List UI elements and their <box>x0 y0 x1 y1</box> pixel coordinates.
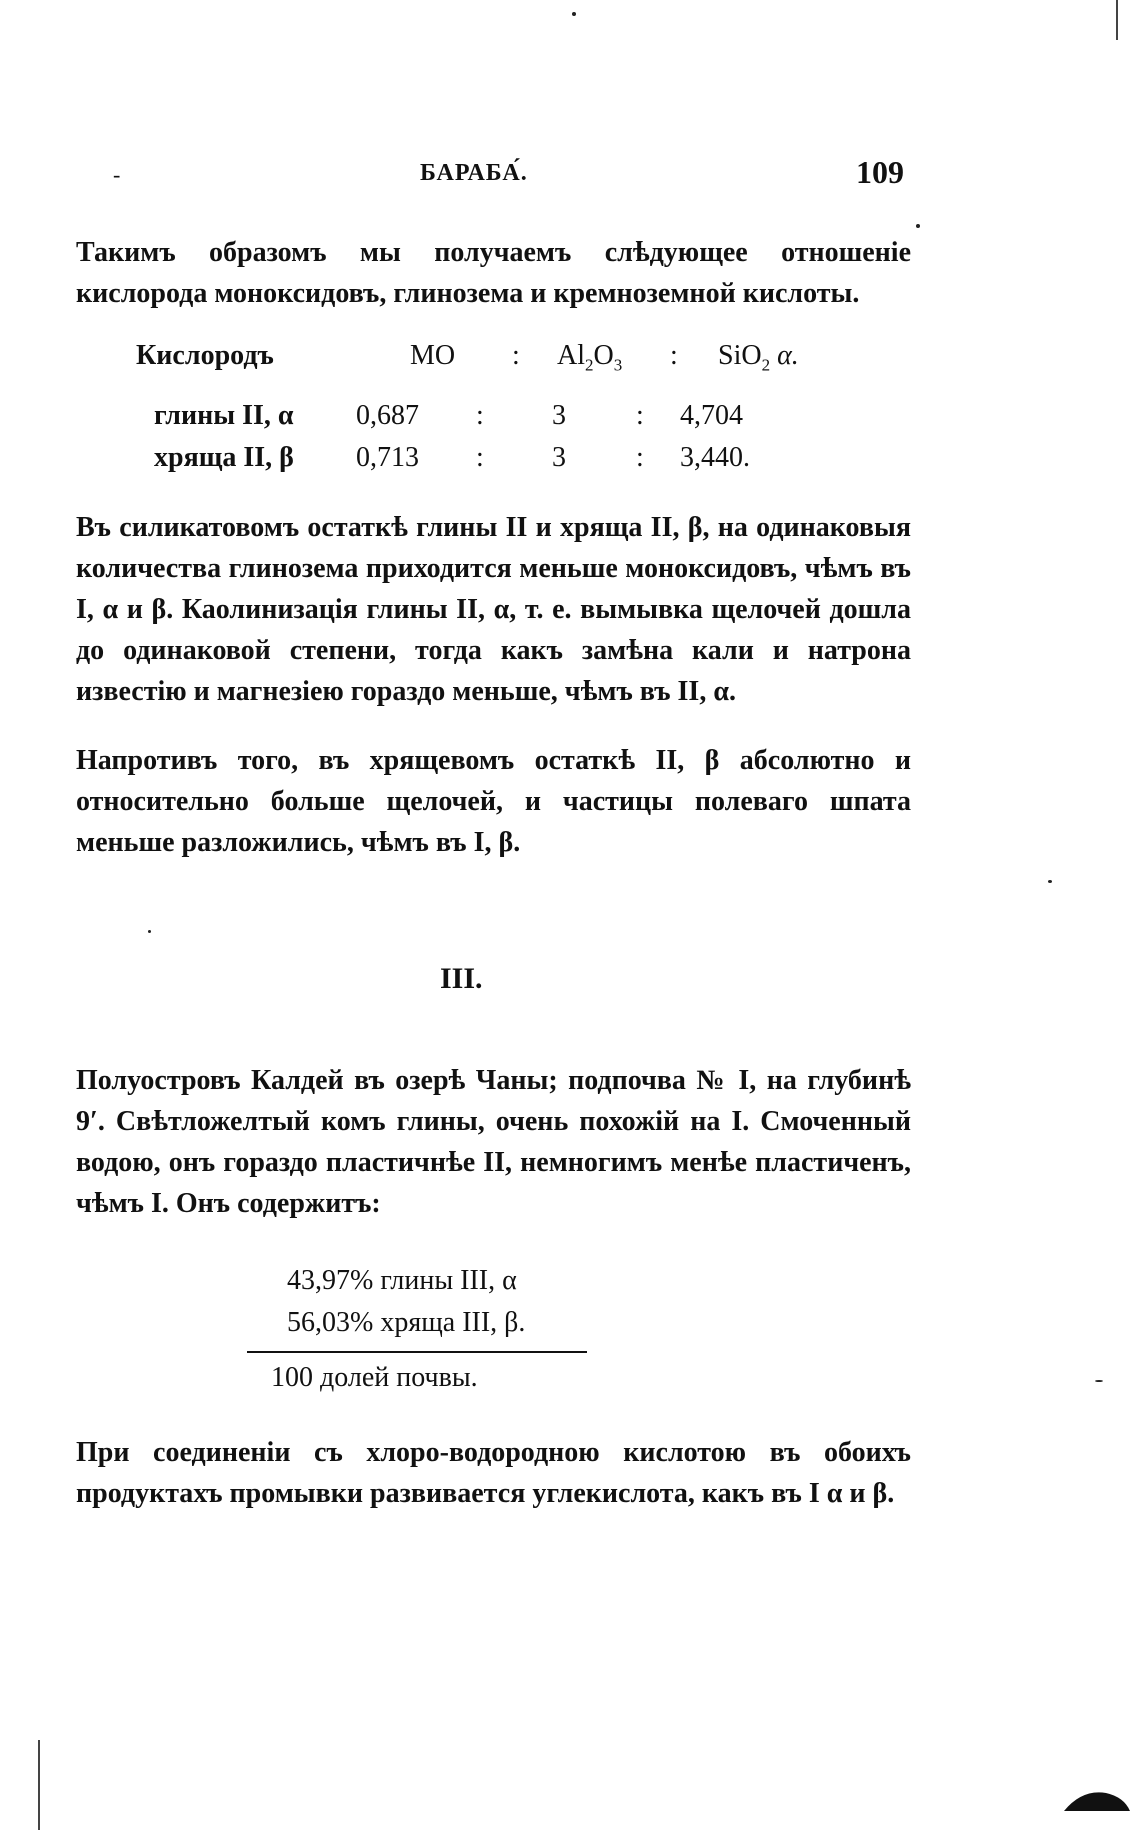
table-header-label: Кислородъ <box>136 340 274 371</box>
table-header-mo: MO <box>410 340 456 371</box>
table-cell-al: 3 <box>552 442 566 473</box>
table-row-label: хряща II, β <box>154 442 294 473</box>
table-cell-al: 3 <box>552 400 566 431</box>
peninsula-paragraph: Полуостровъ Калдей въ озерѣ Чаны; подпочва № I, на глубинѣ 9′. Свѣтложелтый комъ глины, очень похожій на I. Смоченный водою, онъ гораздо пластичнѣе II, немногимъ менѣе пластиченъ, чѣмъ I. Онъ содержитъ: <box>76 1065 911 1219</box>
table-cell-mo: 0,713 <box>356 442 419 473</box>
section-heading: III. <box>440 962 483 995</box>
opposite-paragraph: Напротивъ того, въ хрящевомъ остаткѣ II, β абсолютно и относительно больше щелочей, и частицы полеваго шпата меньше разложились, чѣмъ въ I, β. <box>76 745 911 858</box>
page-number: 109 <box>856 154 904 190</box>
final-paragraph: При соединеніи съ хлоро-водородною кислотою въ обоихъ продуктахъ промывки развивается углекислота, какъ въ I α и β. <box>76 1437 911 1509</box>
composition-total: 100 долей почвы. <box>271 1362 478 1393</box>
table-row-label: глины II, α <box>154 400 294 431</box>
scan-speck <box>1048 880 1052 883</box>
table-header-al2o3: $Al_2O_3$ <box>557 340 623 375</box>
composition-gravel: 56,03% хряща III, β. <box>287 1307 526 1338</box>
scan-speck <box>148 930 151 933</box>
composition-clay: 43,97% глины III, α <box>287 1265 517 1296</box>
table-cell-sep: : <box>636 442 644 473</box>
table-cell-sio2: 4,704 <box>680 400 743 431</box>
intro-paragraph: Такимъ образомъ мы получаемъ слѣдующее отношеніе кислорода моноксидовъ, глинозема и кремноземной кислоты. <box>76 237 911 309</box>
table-header-sep: : <box>512 340 520 371</box>
silicate-paragraph: Въ силикатовомъ остаткѣ глины II и хряща II, β, на одинаковыя количества глинозема приходится меньше моноксидовъ, чѣмъ въ I, α и β. Каолинизація глины II, α, т. е. вымывка щелочей дошла до одинаковой степени, тогда какъ замѣна кали и натрона известію и магнезіею гораздо меньше, чѣмъ въ II, α. <box>76 512 911 707</box>
page-edge-line <box>1116 0 1118 40</box>
header-mark: - <box>113 162 121 187</box>
table-cell-sep: : <box>476 400 484 431</box>
running-header-title: БАРАБА́. <box>420 160 528 186</box>
sum-rule <box>247 1351 587 1353</box>
scan-speck <box>572 12 576 16</box>
scan-speck <box>1095 1380 1103 1382</box>
table-header-sep: : <box>670 340 678 371</box>
page-edge-line <box>38 1740 40 1830</box>
table-cell-sio2: 3,440. <box>680 442 750 473</box>
corner-ink-mark-icon <box>1062 1785 1132 1819</box>
table-cell-sep: : <box>636 400 644 431</box>
table-cell-sep: : <box>476 442 484 473</box>
table-cell-mo: 0,687 <box>356 400 419 431</box>
scan-speck <box>916 224 920 228</box>
table-header-sio2: SiO$_2$ α. <box>718 340 799 375</box>
